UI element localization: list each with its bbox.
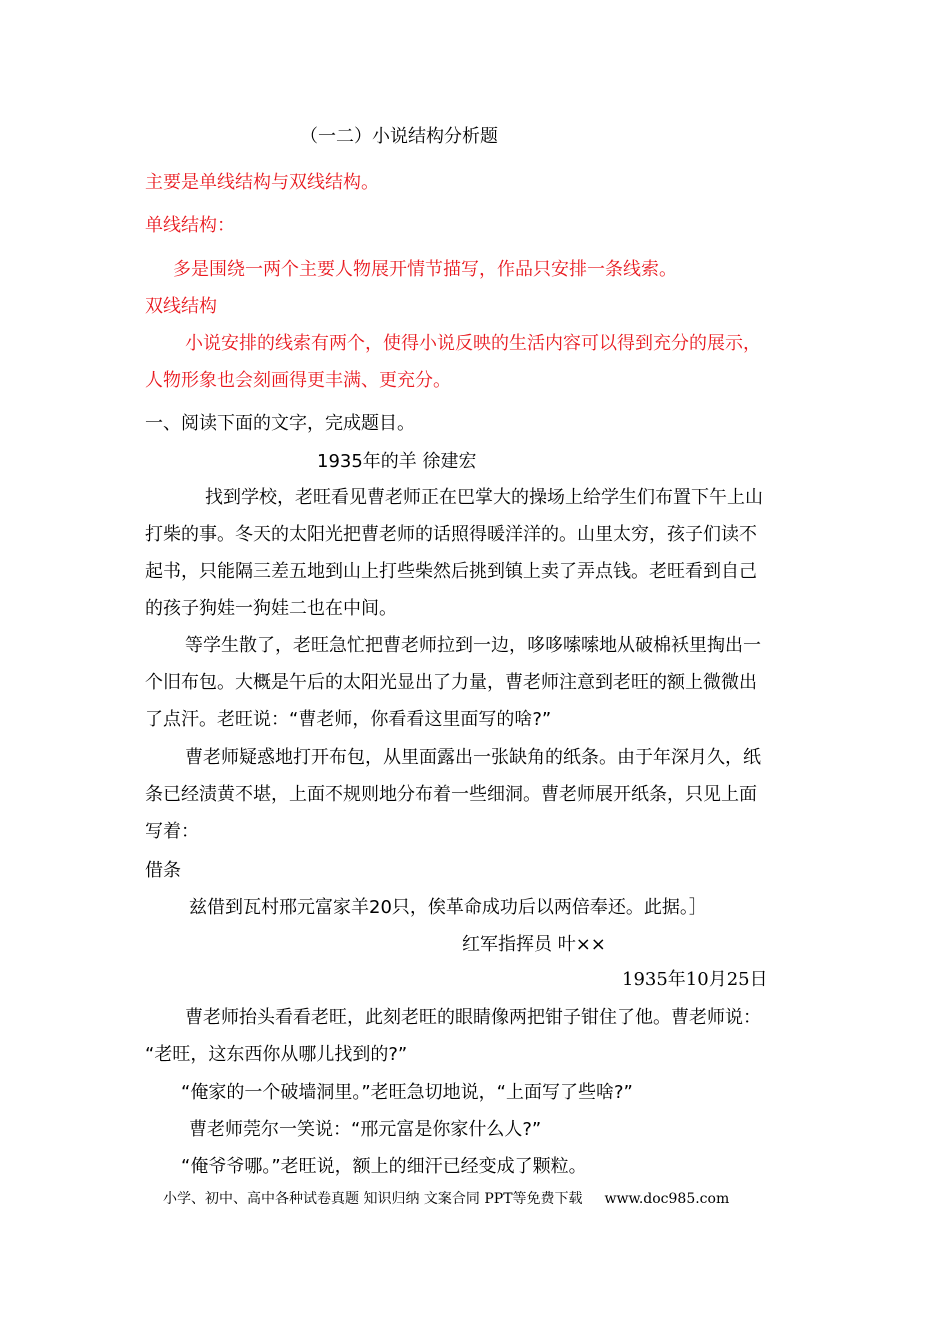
paragraph-line: 曹老师莞尔一笑说：“邢元富是你家什么人?”: [189, 1119, 542, 1140]
paragraph-line: 写着：: [145, 821, 199, 842]
paragraph-line: 曹老师疑惑地打开布包，从里面露出一张缺角的纸条。由于年深月久，纸: [185, 747, 761, 768]
structure-summary: 主要是单线结构与双线结构。: [145, 172, 379, 193]
single-line-heading: 单线结构：: [145, 215, 235, 236]
story-title: 1935年的羊 徐建宏: [317, 451, 477, 472]
paragraph-line: “俺爷爷哪。”老旺说，额上的细汗已经变成了颗粒。: [181, 1156, 587, 1177]
page-footer: [163, 1189, 729, 1209]
paragraph-line: “老旺，这东西你从哪儿找到的?”: [145, 1044, 408, 1065]
iou-body: 兹借到瓦村邢元富家羊20只，俟革命成功后以两倍奉还。此据。］: [189, 897, 707, 918]
double-line-heading: 双线结构: [145, 296, 217, 317]
footer-url[interactable]: www.doc985.com: [604, 1191, 730, 1207]
footer-text: 小学、初中、高中各种试卷真题 知识归纳 文案合同 PPT等免费下载: [163, 1191, 583, 1207]
paragraph-line: 等学生散了，老旺急忙把曹老师拉到一边，哆哆嗦嗦地从破棉袄里掏出一: [185, 635, 761, 656]
paragraph-line: 个旧布包。大概是午后的太阳光显出了力量，曹老师注意到老旺的额上微微出: [145, 672, 757, 693]
paragraph-line: “俺家的一个破墙洞里。”老旺急切地说，“上面写了些啥?”: [181, 1082, 633, 1103]
iou-date: 1935年10月25日: [622, 969, 768, 990]
section-title: （一二）小说结构分析题: [300, 126, 498, 147]
paragraph-line: 找到学校，老旺看见曹老师正在巴掌大的操场上给学生们布置下午上山: [205, 487, 763, 508]
iou-signature: 红军指挥员 叶××: [462, 934, 606, 955]
paragraph-line: 了点汗。老旺说：“曹老师，你看看这里面写的啥?”: [145, 709, 552, 730]
single-line-text: 多是围绕一两个主要人物展开情节描写，作品只安排一条线索。: [173, 259, 677, 280]
paragraph-line: 条已经渍黄不堪，上面不规则地分布着一些细洞。曹老师展开纸条，只见上面: [145, 784, 757, 805]
double-line-text-1: 小说安排的线索有两个，使得小说反映的生活内容可以得到充分的展示，: [185, 333, 761, 354]
paragraph-line: 起书，只能隔三差五地到山上打些柴然后挑到镇上卖了弄点钱。老旺看到自己: [145, 561, 757, 582]
paragraph-line: 打柴的事。冬天的太阳光把曹老师的话照得暖洋洋的。山里太穷，孩子们读不: [145, 524, 757, 545]
paragraph-line: 的孩子狗娃一狗娃二也在中间。: [145, 598, 397, 619]
paragraph-line: 曹老师抬头看看老旺，此刻老旺的眼睛像两把钳子钳住了他。曹老师说：: [185, 1007, 761, 1028]
question-prompt: 一、阅读下面的文字，完成题目。: [145, 413, 415, 434]
iou-heading: 借条: [145, 860, 181, 881]
double-line-text-2: 人物形象也会刻画得更丰满、更充分。: [145, 370, 451, 391]
